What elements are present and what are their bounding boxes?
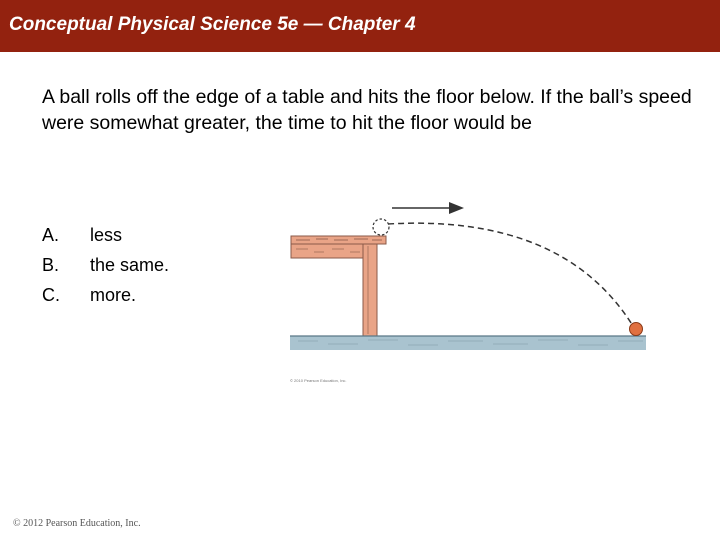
choice-a-text: less (90, 225, 123, 245)
question-text: A ball rolls off the edge of a table and hits the floor below. If the ball’s speed were somewhat greater, the time to hit the floor would be (42, 86, 692, 134)
answer-choices (42, 220, 169, 310)
choice-c-letter: C. (42, 285, 60, 305)
header-bar (0, 0, 720, 52)
choice-b-letter: B. (42, 255, 60, 275)
footer-copyright: © 2012 Pearson Education, Inc. (13, 518, 141, 529)
choice-a-letter: A. (42, 225, 60, 245)
slide-title: Conceptual Physical Science 5e — Chapter 4 (9, 14, 416, 35)
choice-b-text: the same. (90, 255, 170, 275)
ball-landed (630, 323, 643, 336)
figure-copyright: © 2010 Pearson Education, Inc. (290, 378, 347, 383)
choice-c-text: more. (90, 285, 137, 305)
floor (290, 336, 646, 350)
table-rail (291, 244, 373, 258)
choice-a[interactable] (42, 220, 169, 250)
ball-start-outline (373, 219, 389, 235)
trajectory-path (388, 223, 633, 326)
velocity-arrow-head (449, 202, 464, 214)
choice-b[interactable] (42, 250, 169, 280)
table-leg (363, 244, 377, 336)
ball-trajectory-figure (288, 196, 648, 388)
choice-c[interactable] (42, 280, 169, 310)
